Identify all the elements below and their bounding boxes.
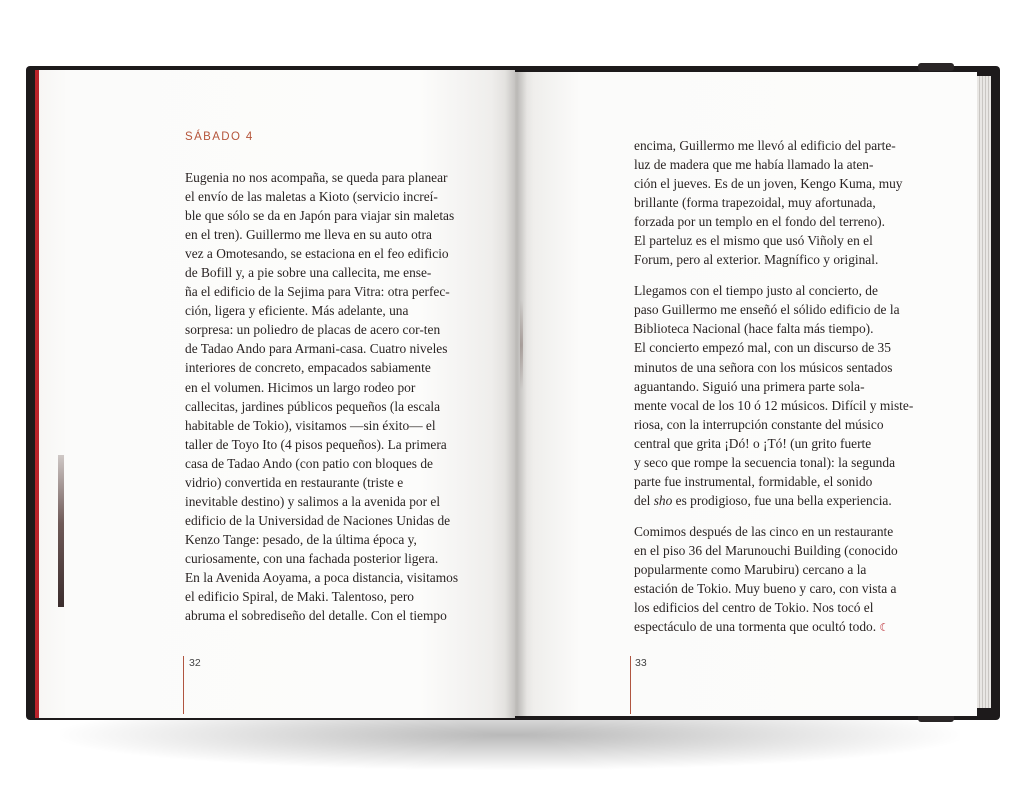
text-line: parte fue instrumental, formidable, el sonido	[634, 473, 873, 489]
text-line: en el tren). Guillermo me lleva en su auto otra	[185, 227, 432, 243]
end-of-entry-icon: ☾	[879, 622, 890, 635]
text-line: el edificio Spiral, de Maki. Talentoso, pero	[185, 589, 414, 605]
text-line: El parteluz es el mismo que usó Viñoly en el	[634, 233, 873, 249]
page-number-right: 33	[635, 657, 647, 669]
text-line	[634, 617, 913, 636]
book-gutter	[505, 70, 527, 718]
text-line: riosa, con la interrupción constante del músico	[634, 416, 884, 432]
italic-word: sho	[653, 492, 673, 508]
paragraph-gap	[634, 269, 913, 281]
left-page-body	[185, 168, 458, 625]
folio-rule-right	[630, 656, 631, 714]
text-line: de Bofill y, a pie sobre una callecita, me ense-	[185, 265, 432, 281]
text-line: ña el edificio de la Sejima para Vitra: otra perfec-	[185, 284, 450, 300]
text-line: popularmente como Marubiru) cercano a la	[634, 561, 867, 577]
text-line: En la Avenida Aoyama, a poca distancia, visitamos	[185, 569, 459, 585]
cover-corner-top	[918, 63, 954, 71]
text-line: forzada por un templo en el fondo del terreno).	[634, 214, 885, 230]
text-fragment: del	[634, 492, 654, 508]
text-line: ble que sólo se da en Japón para viajar sin maletas	[185, 208, 455, 224]
text-line: curiosamente, con una fachada posterior ligera.	[185, 550, 439, 566]
text-line: habitable de Tokio), visitamos —sin éxito— el	[185, 417, 436, 433]
text-line: callecitas, jardines públicos pequeños (la escala	[185, 398, 441, 414]
text-line: de Tadao Ando para Armani-casa. Cuatro niveles	[185, 341, 448, 357]
right-page-edge-shade	[520, 300, 523, 390]
text-line: aguantando. Siguió una primera parte sola-	[634, 378, 865, 394]
text-line: casa de Tadao Ando (con patio con bloques de	[185, 455, 433, 471]
text-line: ción, ligera y eficiente. Más adelante, una	[185, 303, 409, 319]
text-fragment: es prodigioso, fue una bella experiencia.	[672, 492, 892, 508]
page-number-left: 32	[189, 657, 201, 669]
text-line: Eugenia no nos acompaña, se queda para planear	[185, 170, 448, 185]
paragraph-gap	[634, 510, 913, 522]
left-page-edge-image	[58, 455, 64, 607]
text-line: interiores de concreto, empacados sabiamente	[185, 360, 431, 376]
text-line: vidrio) convertida en restaurante (triste e	[185, 474, 404, 490]
text-line: paso Guillermo me enseñó el sólido edificio de la	[634, 302, 900, 318]
right-page-body	[634, 136, 913, 636]
text-line: El concierto empezó mal, con un discurso de 35	[634, 340, 891, 356]
text-line: taller de Toyo Ito (4 pisos pequeños). La primera	[185, 436, 447, 452]
page-edges	[977, 76, 991, 708]
text-line: encima, Guillermo me llevó al edificio del parte-	[634, 138, 896, 153]
text-line: Kenzo Tange: pesado, de la última época y,	[185, 531, 417, 547]
text-line: ción el jueves. Es de un joven, Kengo Kuma, muy	[634, 176, 903, 192]
text-line: los edificios del centro de Tokio. Nos tocó el	[634, 600, 874, 616]
text-line: el envío de las maletas a Kioto (servicio increí-	[185, 189, 438, 205]
text-line	[634, 491, 913, 510]
text-line: en el volumen. Hicimos un largo rodeo por	[185, 379, 416, 395]
text-line: en el piso 36 del Marunouchi Building (conocido	[634, 542, 898, 558]
text-line: abruma el sobrediseño del detalle. Con el tiempo	[185, 608, 447, 624]
chapter-heading: SÁBADO 4	[185, 131, 254, 143]
folio-rule-left	[183, 656, 184, 714]
text-line: minutos de una señora con los músicos sentados	[634, 359, 893, 375]
text-line: inevitable destino) y salimos a la avenida por el	[185, 493, 441, 509]
text-line: mente vocal de los 10 ó 12 músicos. Difícil y miste-	[634, 397, 914, 413]
text-line: brillante (forma trapezoidal, muy afortunada,	[634, 195, 876, 211]
text-line: edificio de la Universidad de Naciones Unidas de	[185, 512, 451, 528]
text-line: luz de madera que me había llamado la aten-	[634, 157, 874, 173]
text-line: Biblioteca Nacional (hace falta más tiempo).	[634, 321, 874, 337]
text-line: sorpresa: un poliedro de placas de acero cor-ten	[185, 322, 441, 338]
text-line: vez a Omotesando, se estaciona en el feo edificio	[185, 246, 449, 262]
text-line: y seco que rompe la secuencia tonal): la segunda	[634, 454, 896, 470]
text-line: central que grita ¡Dó! o ¡Tó! (un grito fuerte	[634, 435, 872, 451]
text-line: Llegamos con el tiempo justo al concierto, de	[634, 283, 878, 299]
text-fragment: espectáculo de una tormenta que ocultó todo.	[634, 619, 880, 635]
text-line: Forum, pero al exterior. Magnífico y original.	[634, 252, 879, 268]
text-line: estación de Tokio. Muy bueno y caro, con vista a	[634, 581, 897, 597]
text-line: Comimos después de las cinco en un restaurante	[634, 523, 894, 539]
